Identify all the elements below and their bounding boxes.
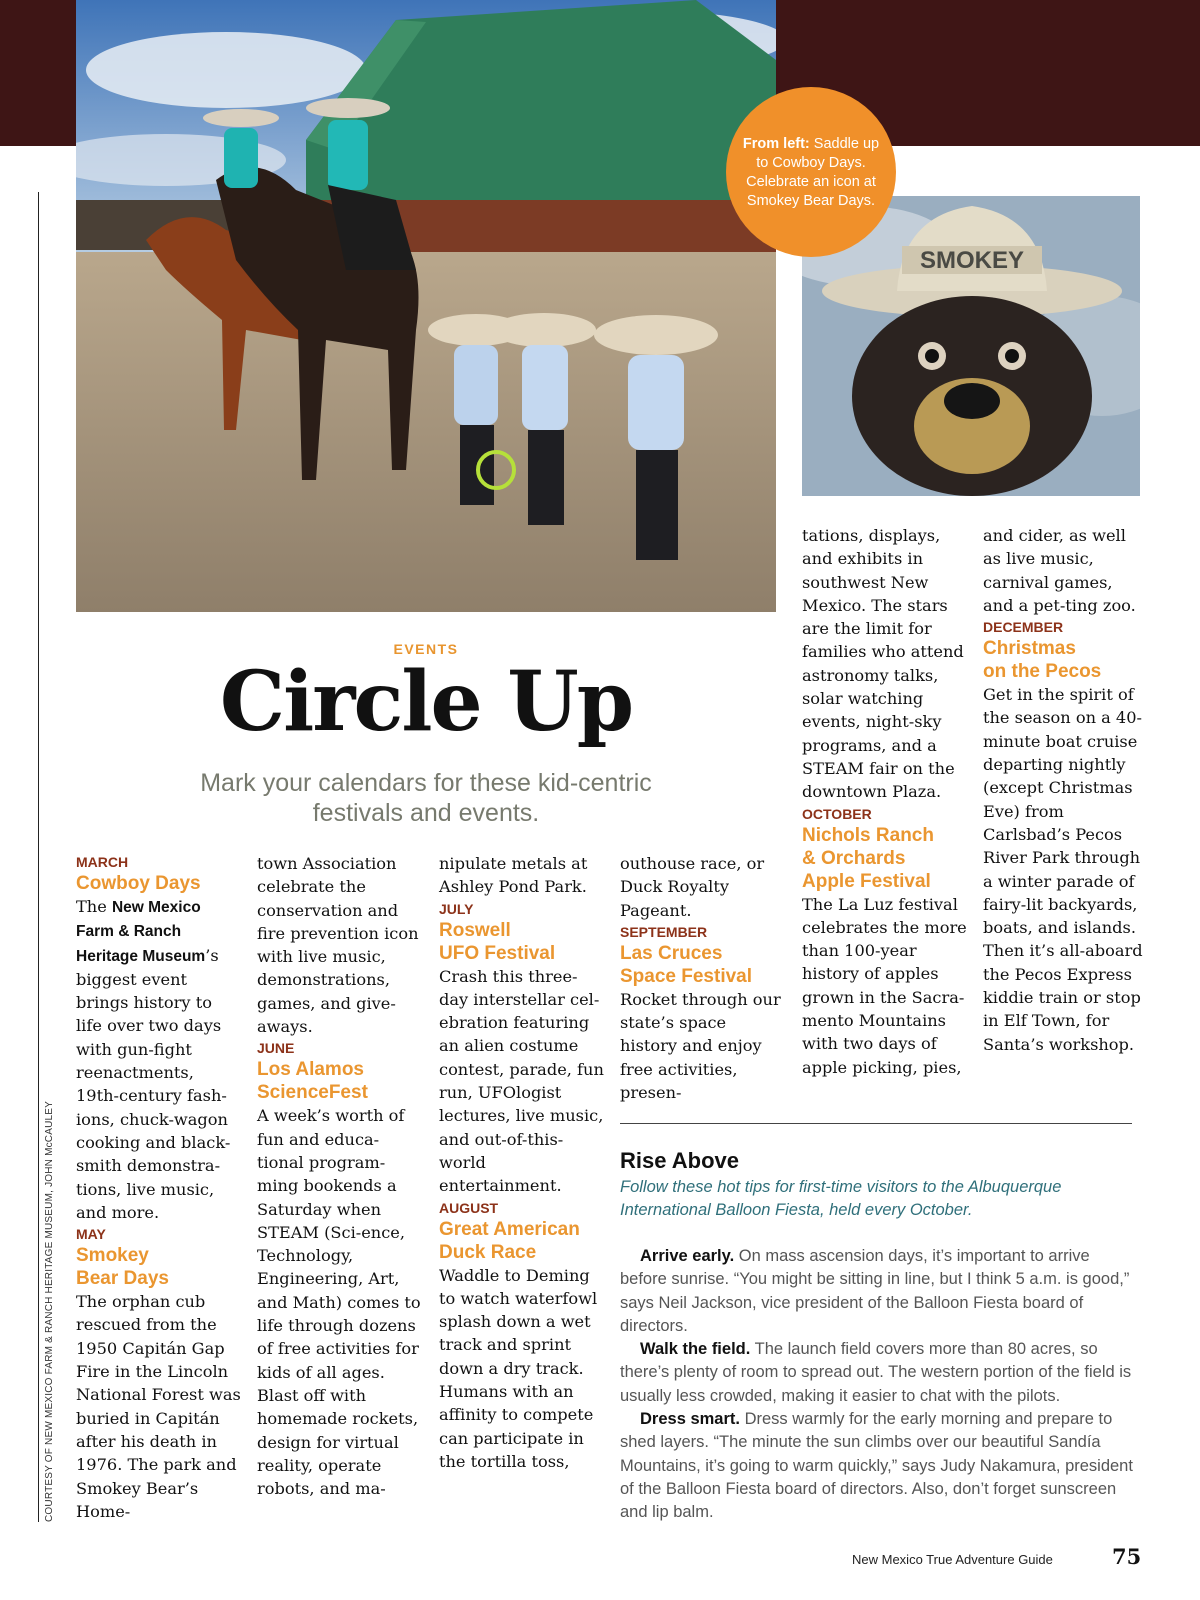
event-title-los-alamos-sciencefest (257, 1058, 422, 1104)
event-title-line: UFO Festival (439, 942, 556, 964)
event-title-line: & Orchards (802, 847, 906, 869)
sidebar-deck: Follow these hot tips for first-time visitors to the Albuquerque International Balloon Fiesta, held every October. (620, 1178, 1062, 1219)
event-title-line: Roswell (439, 919, 511, 941)
event-title-line: ScienceFest (257, 1082, 368, 1104)
photo-credit: COURTESY OF NEW MEXICO FARM & RANCH HERITAGE MUSEUM, JOHN McCAULEY (44, 1100, 55, 1522)
month-label-march: MARCH (76, 854, 129, 870)
event-title-smokey-bear-days (76, 1244, 241, 1290)
event-text-smokey-bear-days: The orphan cub rescued from the 1950 Capitán Gap Fire in the Lincoln National Forest was buried in Capitán after his death in 1976. The park and Smokey Bear’s Home- (76, 1292, 241, 1521)
event-title-cowboy-days: Cowboy Days (76, 873, 201, 894)
month-label-may: MAY (76, 1226, 106, 1243)
events-column-3 (439, 852, 604, 1473)
month-label-july: JULY (439, 900, 474, 917)
event-text-cowboy-days (76, 895, 241, 1224)
tip-text: The launch field covers more than 80 acres, so there’s plenty of room to spread out. The western portion of the field is usually less crowded, making it easier to chat with the pilots. (620, 1340, 1132, 1405)
event-title-christmas-on-the-pecos (983, 637, 1148, 683)
event-text-continued: town Association celebrate the conservation and fire prevention icon with live music, demonstrations, games, and give-aways. (257, 854, 419, 1037)
tip-walk-the-field (620, 1338, 1140, 1408)
event-title-line: Los Alamos (257, 1059, 364, 1081)
event-title-line: Great American (439, 1218, 580, 1240)
page-deck: Mark your calendars for these kid-centric festivals and events. (200, 769, 652, 827)
events-column-1 (76, 852, 241, 1523)
month-label-june: JUNE (257, 1040, 295, 1057)
section-kicker: EVENTS (393, 641, 459, 657)
month-label-august: AUGUST (439, 1199, 499, 1216)
caption-lead: From left: (742, 136, 810, 152)
bear-hat-label: SMOKEY (919, 247, 1025, 274)
event-text-space-festival: Rocket through our state’s space history and enjoy free activities, presen- (620, 989, 781, 1103)
event-text-duck-race: Waddle to Deming to watch waterfowl splash down a wet track and sprint down a dry track. Humans with an affinity to compete can participate in the tortilla toss, (439, 1265, 598, 1471)
tip-lead: Arrive early. (640, 1247, 735, 1265)
sidebar-divider (620, 1123, 1132, 1124)
event-title-line: Apple Festival (802, 870, 931, 892)
tip-dress-smart (620, 1408, 1140, 1524)
event-title-line: Nichols Ranch (802, 824, 934, 846)
event-text-sciencefest: A week’s worth of fun and educa-tional program-ming bookends a Saturday when STEAM (Sci-ence, Technology, Engineering, Art, and Math) comes to life through dozens of free activities for kids of all ages. Blast off with homemade rockets, design for virtual reality, operate robots, and ma- (257, 1106, 421, 1499)
event-text-continued: and cider, as well as live music, carnival games, and a pet-ting zoo. (983, 526, 1136, 615)
event-title-line: on the Pecos (983, 661, 1102, 683)
month-label-september: SEPTEMBER (620, 923, 708, 940)
event-title-line: Duck Race (439, 1241, 537, 1263)
month-label-october: OCTOBER (802, 805, 872, 822)
tip-lead: Walk the field. (640, 1340, 751, 1359)
event-title-line: Las Cruces (620, 942, 723, 964)
month-label-december: DECEMBER (983, 619, 1064, 636)
sidebar-title: Rise Above (620, 1148, 740, 1173)
tip-lead: Dress smart. (640, 1410, 740, 1429)
caption-text: Saddle up to Cowboy Days. Celebrate an icon at Smokey Bear Days. (746, 136, 880, 209)
page-title: Circle Up (219, 654, 633, 750)
event-title-line: Christmas (983, 638, 1076, 660)
events-column-4 (620, 852, 785, 1104)
event-title-line: Space Festival (620, 965, 753, 987)
events-column-2 (257, 852, 422, 1500)
event-text-continued: outhouse race, or Duck Royalty Pageant. (620, 854, 765, 920)
event-title-nichols-ranch-apple-festival (802, 824, 967, 893)
event-body: ’s biggest event brings history to life over two days with gun-fight reenactments, 19th-century fash-ions, chuck-wagon cooking and black-smith demonstra-tions, live music, and more. (76, 945, 231, 1222)
events-column-5 (802, 524, 967, 1079)
event-text-christmas-pecos: Get in the spirit of the season on a 40-minute boat cruise departing nightly (except Christmas Eve) from Carlsbad’s Pecos River Park through a winter parade of fairy-lit backyards, boats, and islands. Then it’s all-aboard the Pecos Express kiddie train or stop in Elf Town, for Santa’s workshop. (983, 685, 1143, 1054)
event-title-las-cruces-space-festival (620, 942, 785, 988)
photo-caption-circle (726, 87, 896, 257)
tip-arrive-early (620, 1245, 1140, 1338)
footer-publication: New Mexico True Adventure Guide (852, 1552, 1053, 1567)
event-title-roswell-ufo-festival (439, 919, 604, 965)
event-text-continued: nipulate metals at Ashley Pond Park. (439, 854, 588, 897)
event-title-line: Bear Days (76, 1268, 169, 1290)
event-title-line: Smokey (76, 1245, 149, 1267)
cowboy-days-photo (76, 0, 776, 612)
sidebar-body (620, 1245, 1140, 1525)
tip-text: Dress warmly for the early morning and prepare to shed layers. “The minute the sun climbs over our beautiful Sandía Mountains, it’s going to warm quickly,” says Judy Nakamura, president of the Balloon Fiesta board of directors. Also, don’t forget sunscreen and lip balm. (620, 1410, 1133, 1522)
page-number: 75 (1112, 1544, 1142, 1569)
text-prefix: The (76, 897, 112, 916)
event-text-ufo-festival: Crash this three-day interstellar cel-ebration featuring an alien costume contest, parade, fun run, UFOlogist lectures, live music, and out-of-this-world entertainment. (439, 966, 604, 1196)
event-text-continued: tations, displays, and exhibits in southwest New Mexico. The stars are the limit for families who attend astronomy talks, solar watching events, night-sky programs, and a STEAM fair on the downtown Plaza. (802, 526, 964, 802)
events-column-6 (983, 524, 1148, 1056)
credit-rule (38, 192, 39, 1522)
event-title-great-american-duck-race (439, 1218, 604, 1264)
tip-text: On mass ascension days, it’s important to arrive before sunrise. “You might be sitting in line, but I think 5 a.m. is good,” says Neil Jackson, vice president of the Balloon Fiesta board of directors. (620, 1247, 1130, 1335)
event-text-apple-festival: The La Luz festival celebrates the more than 100-year history of apples grown in the Sacra-mento Mountains with two days of apple picking, pies, (802, 894, 967, 1077)
museum-name: New Mexico Farm & Ranch Heritage Museum (76, 899, 206, 965)
